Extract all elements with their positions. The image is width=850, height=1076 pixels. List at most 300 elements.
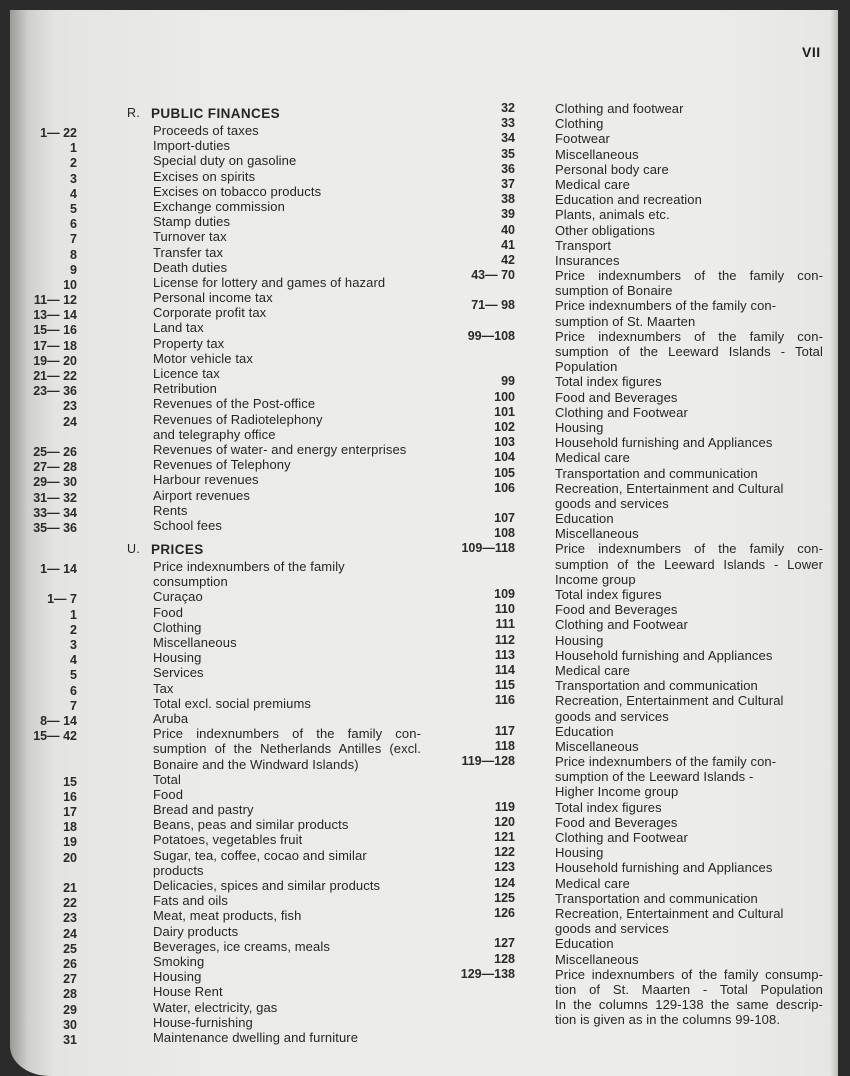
column-numbers: 111 [495, 617, 515, 632]
entry-description: Death duties [153, 259, 228, 275]
table-of-contents-entry [430, 268, 838, 298]
entry-line [430, 617, 838, 632]
column-numbers: 110 [494, 602, 515, 617]
column-numbers: 125 [494, 890, 515, 905]
table-of-contents-entry [430, 617, 838, 632]
column-numbers: 31 [63, 1032, 77, 1047]
entry-line [10, 711, 430, 726]
entry-description: Food and Beverages [555, 602, 678, 618]
column-numbers: 101 [494, 404, 515, 419]
entry-description: sumption of Bonaire [555, 283, 673, 299]
table-of-contents-entry [10, 605, 430, 620]
entry-description: Food and Beverages [555, 814, 678, 830]
column-numbers: 39 [501, 207, 515, 222]
entry-line [10, 984, 430, 1002]
table-of-contents-entry [430, 177, 838, 192]
entry-description: Bread and pastry [153, 802, 254, 818]
entry-description: Licence tax [153, 366, 220, 381]
entry-line [430, 314, 838, 329]
table-of-contents-entry [10, 954, 430, 969]
table-of-contents-entry [10, 772, 430, 787]
table-of-contents-entry [10, 620, 430, 635]
table-of-contents-entry [430, 587, 838, 602]
entry-line [10, 878, 430, 893]
column-numbers: 23 [63, 911, 77, 926]
entry-line [430, 739, 838, 754]
entry-description: sumption of the Leeward Islands - Lower [555, 556, 823, 572]
table-of-contents-entry [10, 1030, 430, 1045]
table-of-contents-entry [10, 320, 430, 338]
column-numbers: 15— 16 [33, 323, 77, 338]
column-numbers: 33 [501, 116, 515, 131]
section-letter: U. [127, 542, 141, 557]
entry-description: Footwear [555, 131, 610, 147]
entry-description: Personal body care [555, 161, 669, 177]
entry-description: Miscellaneous [555, 951, 639, 967]
entry-line [430, 223, 838, 238]
entry-line [430, 891, 838, 906]
entry-description: Rents [153, 502, 188, 518]
entry-line [10, 184, 430, 199]
entry-description: Miscellaneous [555, 526, 639, 542]
entry-description: Transport [555, 237, 612, 253]
entry-description: Insurances [555, 252, 620, 268]
entry-description: Turnover tax [153, 229, 227, 245]
entry-description: Medical care [555, 875, 630, 891]
table-of-contents-entry [10, 305, 430, 323]
entry-line [430, 633, 838, 648]
column-numbers: 126 [494, 905, 515, 920]
column-numbers: 121 [494, 830, 515, 844]
table-of-contents-entry [10, 711, 430, 726]
entry-line [10, 696, 430, 711]
entry-line [10, 214, 430, 232]
entry-line [430, 1012, 838, 1027]
entry-description: Clothing and Footwear [555, 404, 688, 420]
entry-line [10, 848, 430, 863]
entry-line [430, 769, 838, 784]
table-of-contents-entry [10, 635, 430, 650]
entry-line [430, 952, 838, 967]
entry-description: Transfer tax [153, 244, 224, 260]
entry-description: Clothing and Footwear [555, 830, 688, 845]
entry-line [430, 663, 838, 678]
entry-description: Recreation, Entertainment and Cultural [555, 905, 784, 921]
table-of-contents-entry [10, 726, 430, 772]
column-numbers: 100 [494, 389, 515, 404]
column-numbers: 13— 14 [33, 308, 77, 323]
table-of-contents-entry [430, 633, 838, 648]
section-title: PRICES [151, 542, 204, 558]
column-numbers: 31— 32 [33, 490, 77, 505]
entry-line [10, 893, 430, 911]
entry-description: Total excl. social premiums [153, 695, 312, 711]
column-numbers: 104 [494, 450, 515, 465]
column-numbers: 118 [494, 738, 515, 753]
column-numbers: 71— 98 [471, 298, 515, 313]
entry-description: Transportation and communication [555, 890, 758, 906]
entry-description: Total index figures [555, 799, 662, 815]
table-of-contents-entry [430, 815, 838, 830]
column-numbers: 42 [501, 252, 515, 267]
column-numbers: 5 [70, 668, 77, 683]
entry-line [430, 784, 838, 799]
entry-line [10, 681, 430, 696]
column-numbers: 129—138 [460, 966, 515, 981]
table-of-contents-entry [10, 336, 430, 351]
table-of-contents-entry [10, 650, 430, 668]
table-of-contents-entry [430, 906, 838, 936]
entry-line [430, 754, 838, 769]
entry-description: Transportation and communication [555, 678, 758, 694]
entry-description: Excises on spirits [153, 168, 256, 184]
entry-line [430, 693, 838, 708]
entry-description: Airport revenues [153, 487, 250, 503]
table-of-contents-entry [10, 832, 430, 850]
entry-line [10, 169, 430, 184]
entry-line [430, 344, 838, 359]
column-numbers: 6 [70, 217, 77, 232]
entry-description: sumption of the Netherlands Antilles (excl. [153, 741, 421, 757]
column-numbers: 27 [63, 972, 77, 987]
entry-description: Excises on tobacco products [153, 183, 322, 199]
entry-description: Total [153, 771, 181, 787]
column-numbers: 119 [494, 799, 515, 814]
table-of-contents-entry [10, 939, 430, 954]
entry-line [430, 967, 838, 982]
entry-description: School fees [153, 517, 223, 533]
entry-description: tion is given as in the columns 99-108. [555, 1012, 781, 1028]
entry-line [430, 982, 838, 997]
column-numbers: 30 [63, 1017, 77, 1032]
column-numbers: 25— 26 [33, 444, 77, 459]
entry-line [10, 442, 430, 457]
entry-line [10, 1015, 430, 1030]
entry-description: Recreation, Entertainment and Cultural [555, 480, 784, 496]
entry-line [10, 772, 430, 787]
entry-description: Meat, meat products, fish [153, 908, 302, 924]
entry-line [10, 620, 430, 635]
table-of-contents-entry [430, 450, 838, 465]
entry-line [430, 815, 838, 830]
entry-line [10, 305, 430, 323]
table-of-contents-entry [10, 802, 430, 820]
table-of-contents-entry [10, 848, 430, 878]
table-of-contents-entry [430, 223, 838, 238]
entry-description: Harbour revenues [153, 472, 259, 488]
table-of-contents-entry [10, 878, 430, 893]
entry-line [430, 800, 838, 815]
entry-description: Education [555, 936, 614, 952]
entry-description: Revenues of Telephony [153, 457, 291, 473]
entry-line [10, 559, 430, 577]
entry-description: Clothing [555, 116, 604, 132]
column-numbers: 6 [70, 683, 77, 698]
entry-description: Household furnishing and Appliances [555, 860, 773, 876]
entry-line [430, 678, 838, 693]
column-numbers: 16 [63, 789, 77, 804]
entry-line [430, 192, 838, 207]
entry-description: Clothing and Footwear [555, 617, 688, 633]
table-of-contents-entry [430, 329, 838, 375]
table-of-contents-entry [430, 830, 838, 845]
entry-description: Price indexnumbers of the family consump- [555, 966, 823, 982]
page-number: VII [802, 44, 821, 60]
entry-line [430, 466, 838, 481]
column-numbers: 112 [494, 632, 515, 647]
table-of-contents-entry [10, 366, 430, 381]
entry-description: Personal income tax [153, 290, 273, 306]
column-numbers: 128 [494, 951, 515, 966]
table-of-contents-entry [10, 199, 430, 214]
entry-line [430, 648, 838, 663]
column-numbers: 127 [494, 936, 515, 951]
entry-description: Sugar, tea, coffee, cocao and similar [153, 847, 367, 863]
entry-line [430, 177, 838, 192]
table-of-contents-entry [10, 184, 430, 199]
entry-description: sumption of St. Maarten [555, 313, 696, 329]
entry-line [10, 832, 430, 850]
entry-description: Miscellaneous [555, 146, 639, 162]
entry-line [10, 863, 430, 878]
column-numbers: 21— 22 [33, 369, 77, 383]
table-of-contents-entry [10, 472, 430, 490]
table-of-contents-entry [430, 967, 838, 1028]
column-numbers: 19 [63, 835, 77, 850]
entry-line [430, 298, 838, 313]
entry-line [430, 253, 838, 268]
entry-description: goods and services [555, 708, 669, 724]
entry-description: goods and services [555, 921, 669, 937]
entry-line [430, 420, 838, 435]
entry-line [430, 374, 838, 389]
entry-description: Motor vehicle tax [153, 350, 253, 366]
entry-description: goods and services [555, 495, 669, 511]
entry-line [10, 123, 430, 138]
table-of-contents-entry [10, 696, 430, 711]
entry-description: Education and recreation [555, 192, 702, 208]
table-of-contents-entry [430, 936, 838, 951]
entry-description: Housing [555, 419, 604, 435]
table-of-contents-entry [430, 162, 838, 177]
section-title: PUBLIC FINANCES [151, 106, 281, 121]
column-numbers: 10 [63, 277, 77, 292]
entry-line [10, 518, 430, 533]
entry-line [10, 605, 430, 620]
entry-line [10, 954, 430, 969]
entry-line [430, 997, 838, 1012]
entry-line [430, 450, 838, 465]
entry-line [10, 635, 430, 650]
entry-description: Services [153, 665, 204, 681]
entry-description: Miscellaneous [153, 635, 237, 650]
entry-line [10, 260, 430, 275]
table-of-contents-entry [430, 860, 838, 875]
column-numbers: 43— 70 [471, 268, 515, 283]
entry-line [430, 329, 838, 344]
column-numbers: 2 [70, 156, 77, 171]
table-of-contents-entry [10, 123, 430, 138]
entry-line [10, 381, 430, 399]
entry-line [430, 587, 838, 602]
entry-description: Import-duties [153, 138, 231, 154]
entry-line [430, 131, 838, 146]
entry-description: Housing [555, 845, 604, 861]
entry-line [10, 138, 430, 156]
entry-description: Transportation and communication [555, 465, 758, 481]
column-numbers: 123 [494, 860, 515, 875]
table-of-contents-entry [430, 481, 838, 511]
entry-description: Curaçao [153, 589, 203, 605]
table-of-contents-entry [10, 138, 430, 156]
entry-line [430, 876, 838, 891]
entry-line [10, 412, 430, 427]
entry-description: House-furnishing [153, 1014, 253, 1030]
entry-description: Total index figures [555, 374, 662, 390]
table-of-contents-entry [10, 817, 430, 835]
table-of-contents-entry [430, 800, 838, 815]
column-numbers: 107 [494, 511, 515, 526]
entry-line [430, 435, 838, 450]
table-of-contents-entry [10, 984, 430, 1002]
entry-description: and telegraphy office [153, 426, 276, 442]
column-numbers: 23 [63, 399, 77, 414]
entry-line [430, 845, 838, 860]
entry-description: Beverages, ice creams, meals [153, 938, 330, 954]
entry-description: Price indexnumbers of the family [153, 559, 345, 575]
entry-line [10, 726, 430, 744]
table-of-contents-entry [430, 207, 838, 222]
entry-description: Land tax [153, 320, 204, 336]
column-numbers: 5 [70, 201, 77, 216]
entry-description: Potatoes, vegetables fruit [153, 832, 303, 848]
entry-line [10, 503, 430, 518]
entry-line [430, 405, 838, 420]
entry-line [10, 290, 430, 308]
document-page [10, 10, 838, 1076]
entry-description: Fats and oils [153, 893, 229, 909]
table-of-contents-entry [430, 466, 838, 481]
entry-line [430, 572, 838, 587]
entry-line [430, 238, 838, 253]
column-numbers: 24 [63, 926, 77, 941]
column-numbers: 4 [70, 653, 77, 668]
entry-description: Aruba [153, 710, 189, 726]
entry-line [10, 924, 430, 939]
entry-description: sumption of the Leeward Islands - Total [555, 344, 823, 359]
table-of-contents-entry [430, 511, 838, 526]
column-numbers: 28 [63, 987, 77, 1002]
table-of-contents-entry [10, 893, 430, 911]
entry-line [10, 396, 430, 414]
table-of-contents-entry [430, 952, 838, 967]
entry-description: Maintenance dwelling and furniture [153, 1029, 359, 1045]
entry-description: Exchange commission [153, 198, 285, 214]
table-of-contents-entry [10, 442, 430, 457]
entry-description: Recreation, Entertainment and Cultural [555, 693, 784, 709]
column-numbers: 120 [494, 814, 515, 829]
entry-description: Housing [555, 632, 604, 648]
entry-line [10, 650, 430, 668]
column-numbers: 27— 28 [33, 460, 77, 475]
column-numbers: 113 [494, 647, 515, 662]
column-numbers: 4 [70, 186, 77, 201]
column-numbers: 38 [501, 192, 515, 207]
entry-line [10, 817, 430, 835]
entry-line [430, 101, 838, 116]
entry-description: Education [555, 723, 614, 739]
column-numbers: 106 [494, 480, 515, 495]
entry-line [10, 1000, 430, 1015]
table-of-contents-entry [10, 518, 430, 533]
entry-description: Price indexnumbers of the family con- [555, 754, 777, 770]
table-of-contents-entry [430, 116, 838, 131]
column-numbers: 20 [63, 850, 77, 865]
entry-description: House Rent [153, 984, 223, 1000]
entry-line [430, 709, 838, 724]
entry-line [430, 526, 838, 541]
table-of-contents-entry [430, 147, 838, 162]
table-of-contents-entry [430, 541, 838, 587]
entry-line [10, 245, 430, 260]
column-numbers: 29— 30 [33, 475, 77, 490]
entry-description: Higher Income group [555, 784, 679, 800]
entry-description: Beans, peas and similar products [153, 817, 349, 833]
column-numbers: 1— 7 [47, 592, 77, 607]
entry-line [10, 939, 430, 954]
entry-line [430, 724, 838, 739]
table-of-contents-entry [430, 253, 838, 268]
column-numbers: 119—128 [461, 754, 515, 769]
table-of-contents-entry [10, 908, 430, 926]
table-of-contents-entry [10, 924, 430, 939]
column-numbers: 8 [70, 247, 77, 262]
column-numbers: 37 [501, 176, 515, 191]
column-numbers: 17 [63, 805, 77, 820]
entry-description: Bonaire and the Windward Islands) [153, 756, 359, 772]
entry-description: Income group [555, 571, 636, 587]
column-numbers: 115 [494, 678, 515, 693]
entry-description: In the columns 129-138 the same descrip- [555, 997, 823, 1013]
table-of-contents-entry [10, 169, 430, 184]
entry-line [10, 336, 430, 351]
column-numbers: 22 [63, 896, 77, 911]
column-numbers: 7 [70, 698, 77, 713]
column-numbers: 3 [70, 171, 77, 186]
column-numbers: 108 [494, 526, 515, 541]
entry-description: Housing [153, 650, 202, 666]
entry-description: Price indexnumbers of the family con- [555, 541, 823, 557]
entry-description: Corporate profit tax [153, 305, 267, 321]
entry-description: Price indexnumbers of the family con- [555, 298, 777, 314]
table-of-contents-entry [430, 724, 838, 739]
entry-description: License for lottery and games of hazard [153, 274, 386, 290]
table-of-contents-entry [10, 681, 430, 696]
table-of-contents-entry [430, 678, 838, 693]
column-numbers: 17— 18 [33, 338, 77, 353]
column-numbers: 35 [501, 146, 515, 161]
column-numbers: 114 [494, 662, 515, 677]
table-of-contents-entry [430, 131, 838, 146]
table-of-contents-entry [430, 390, 838, 405]
entry-description: Price indexnumbers of the family con- [555, 268, 823, 284]
entry-line [430, 921, 838, 936]
entry-line [10, 366, 430, 381]
entry-line [10, 427, 430, 442]
table-of-contents-entry [10, 787, 430, 802]
table-of-contents-entry [430, 739, 838, 754]
column-numbers: 1 [70, 607, 77, 622]
